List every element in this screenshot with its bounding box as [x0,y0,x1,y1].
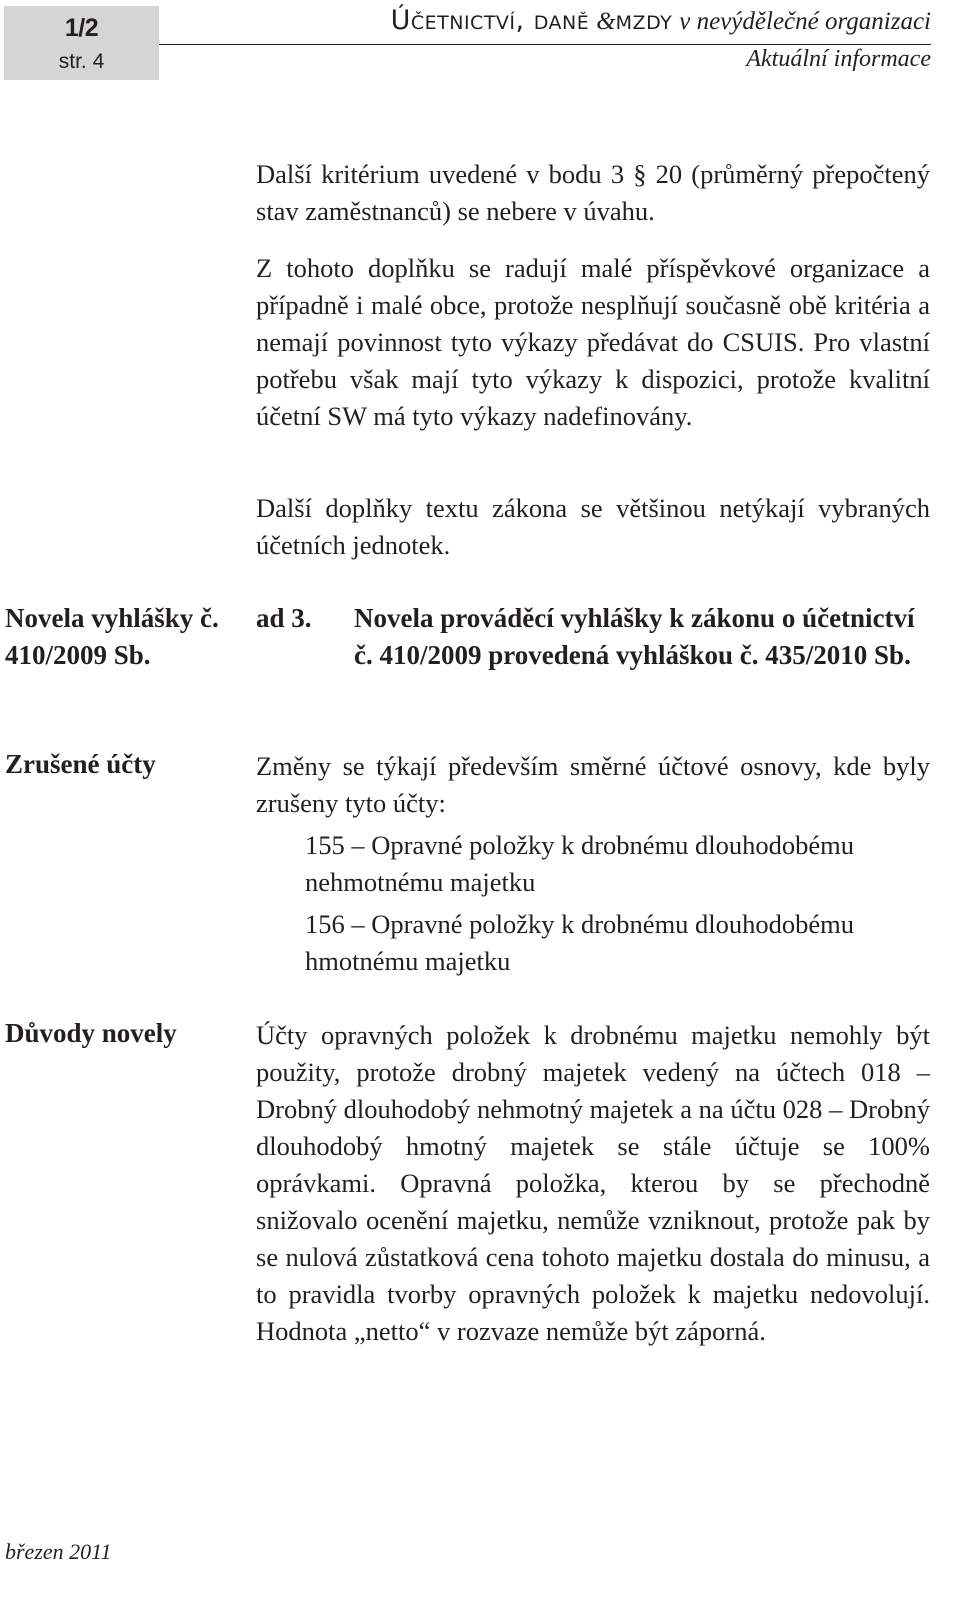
page-number: 1/2 [64,14,99,42]
section-number: ad 3. [256,603,312,633]
account-item-156: 156 – Opravné položky k drobnému dlouhodobému hmotnému majetku [305,909,855,976]
margin-label-duvody: Důvody novely [5,1018,177,1048]
publication-title [391,5,931,37]
paragraph-criterion: Další kritérium uvedené v bodu 3 § 20 (průměrný přepočtený stav zaměstnanců) se nebere v úvahu. [256,159,930,226]
page-label: str. 4 [58,50,105,73]
page-number-tab [4,6,159,80]
paragraph-small-organizations: Z tohoto doplňku se radují malé příspěvkové organizace a případně i malé obce, protože nesplňují současně obě kritéria a nemají povinnost tyto výkazy předávat do CSUIS. Pro vlastní potřebu však mají tyto výkazy k dispozici, protože kvalitní účetní SW má tyto výkazy nadefinovány. [256,253,930,431]
paragraph-other-additions: Další doplňky textu zákona se většinou netýkají vybraných účetních jednotek. [256,493,930,560]
account-item-155: 155 – Opravné položky k drobnému dlouhodobému nehmotnému majetku [305,830,855,897]
header-rule [159,44,931,45]
section-heading: Novela prováděcí vyhlášky k zákonu o účetnictví č. 410/2009 provedená vyhláškou č. 435/2010 Sb. [354,603,915,670]
publication-title-main: Účetnictví, daně [390,5,590,36]
publication-title-mzdy: mzdy [615,5,673,36]
paragraph-changes-intro: Změny se týkají především směrné účtové osnovy, kde byly zrušeny tyto účty: [256,751,930,818]
margin-label-zrusene-ucty: Zrušené účty [5,749,156,779]
section-subtitle: Aktuální informace [746,46,931,72]
paragraph-reasons: Účty opravných položek k drobnému majetku nemohly být použity, protože drobný majetek vedený na účtech 018 – Drobný dlouhodobý nehmotný majetek a na účtu 028 – Drobný dlouhodobý hmotný majetek se stále účtuje se 100% oprávkami. Opravná položka, kterou by se přechodně snižovalo ocenění majetku, nemůže vzniknout, protože pak by se nulová zůstatková cena tohoto majetku dostala do minusu, a to pravidla tvorby opravných položek k majetku nedovolují. Hodnota „netto“ v rozvaze nemůže být záporná. [256,1020,930,1346]
issue-date: březen 2011 [5,1539,112,1564]
publication-title-tail: v nevýdělečné organizaci [679,8,931,35]
publication-title-amp: & [596,8,616,35]
margin-label-novela: Novela vyhlášky č. 410/2009 Sb. [5,603,219,670]
